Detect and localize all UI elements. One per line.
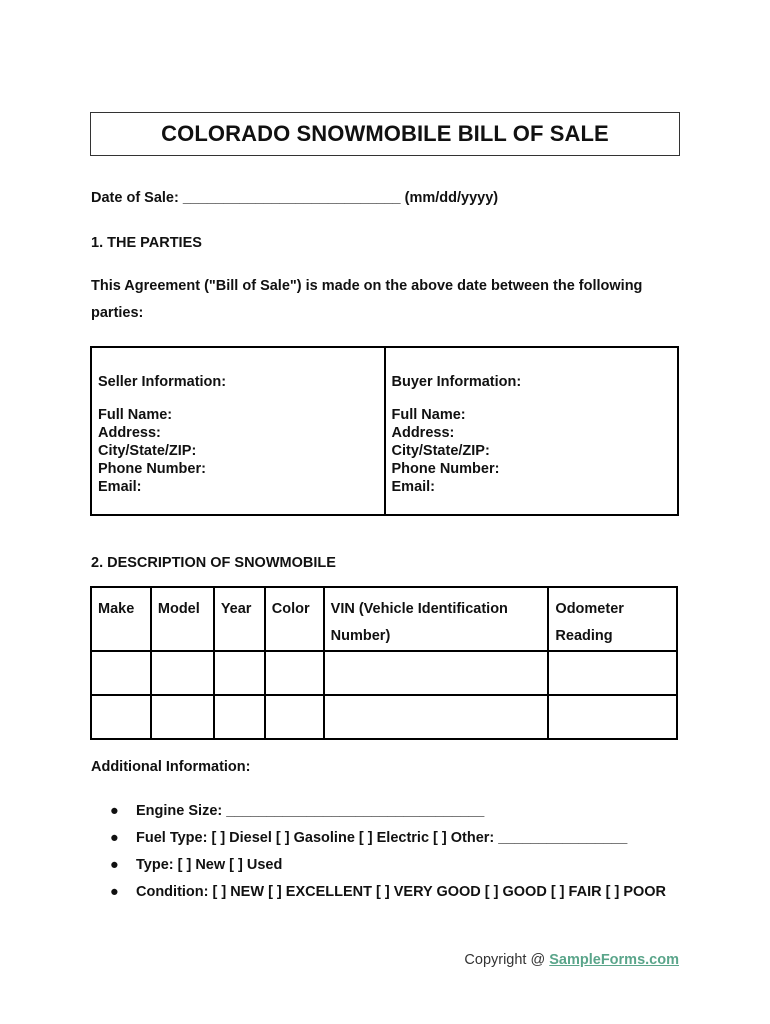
parties-table [90, 346, 679, 516]
buyer-full-name-label: Full Name: [391, 407, 466, 423]
brand-link[interactable]: SampleForms.com [549, 952, 679, 968]
footer-copyright [464, 952, 679, 968]
list-item-type [110, 852, 670, 879]
snowmobile-description-table [90, 586, 678, 740]
table-cell[interactable] [91, 651, 151, 695]
table-row [91, 695, 677, 739]
table-cell[interactable] [91, 695, 151, 739]
table-cell[interactable] [214, 651, 265, 695]
seller-full-name-label: Full Name: [98, 407, 173, 423]
list-item-engine-size [110, 798, 670, 825]
list-item-text: Engine Size: ________________________________ [136, 803, 485, 819]
date-of-sale: Date of Sale: ___________________________ (mm/dd/yyyy) [91, 190, 499, 206]
seller-address-label: Address: [98, 425, 161, 441]
buyer-city-state-zip-label: City/State/ZIP: [391, 443, 490, 459]
parties-paragraph: This Agreement ("Bill of Sale") is made on the above date between the following parties: [91, 278, 643, 321]
section-heading-parties: 1. THE PARTIES [91, 235, 202, 251]
seller-heading: Seller Information: [98, 374, 227, 390]
bullet-icon: ● [110, 803, 119, 819]
table-header-row [91, 587, 677, 651]
bullet-icon: ● [110, 884, 119, 900]
table-cell[interactable] [214, 695, 265, 739]
table-cell[interactable] [548, 651, 677, 695]
bullet-icon: ● [110, 830, 119, 846]
seller-email-label: Email: [98, 479, 142, 495]
seller-info [92, 348, 384, 514]
bullet-icon: ● [110, 857, 119, 873]
buyer-phone-label: Phone Number: [391, 461, 500, 477]
column-header-model: Model [151, 587, 214, 651]
table-row [91, 651, 677, 695]
list-item-fuel-type [110, 825, 670, 852]
buyer-info [384, 348, 678, 514]
list-item-text: Condition: [ ] NEW [ ] EXCELLENT [ ] VERY GOOD [ ] GOOD [ ] FAIR [ ] POOR [136, 884, 667, 900]
table-cell[interactable] [265, 695, 324, 739]
table-cell[interactable] [151, 651, 214, 695]
additional-info-heading: Additional Information: [91, 759, 251, 775]
column-header-odometer: Odometer Reading [548, 587, 677, 651]
table-cell[interactable] [324, 695, 549, 739]
document-title: COLORADO SNOWMOBILE BILL OF SALE [161, 121, 609, 146]
column-header-make: Make [91, 587, 151, 651]
table-cell[interactable] [548, 695, 677, 739]
additional-info-list [110, 798, 670, 906]
column-header-vin: VIN (Vehicle Identification Number) [324, 587, 549, 651]
table-cell[interactable] [151, 695, 214, 739]
copyright-text: Copyright @ [464, 952, 546, 968]
seller-city-state-zip-label: City/State/ZIP: [98, 443, 197, 459]
table-cell[interactable] [324, 651, 549, 695]
table-cell[interactable] [265, 651, 324, 695]
list-item-condition [110, 879, 670, 906]
title-box [90, 112, 680, 156]
column-header-year: Year [214, 587, 265, 651]
buyer-email-label: Email: [391, 479, 436, 495]
buyer-address-label: Address: [391, 425, 455, 441]
buyer-heading: Buyer Information: [391, 374, 522, 390]
list-item-text: Type: [ ] New [ ] Used [136, 857, 283, 873]
list-item-text: Fuel Type: [ ] Diesel [ ] Gasoline [ ] Electric [ ] Other: ________________ [136, 830, 628, 846]
column-header-color: Color [265, 587, 324, 651]
section-heading-description: 2. DESCRIPTION OF SNOWMOBILE [91, 555, 336, 571]
seller-phone-label: Phone Number: [98, 461, 206, 477]
